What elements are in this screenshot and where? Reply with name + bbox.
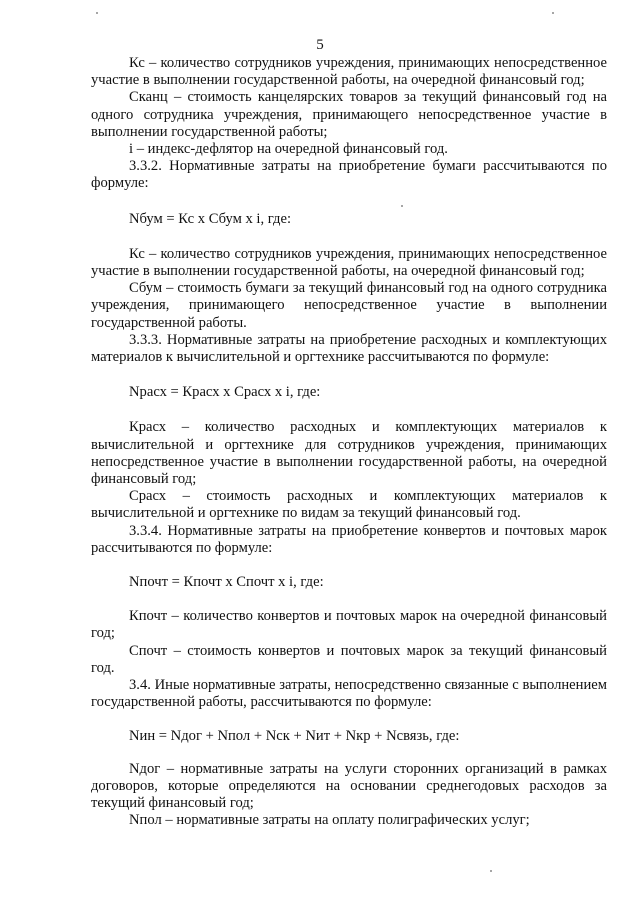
page-number: 5 xyxy=(316,37,324,53)
section-3-3-3-heading: 3.3.3. Нормативные затраты на приобретение расходных и комплектующих материалов к вычислительной и оргтехнике рассчитываются по формуле: xyxy=(91,331,607,366)
definition-npol: Nпол – нормативные затраты на оплату полиграфических услуг; xyxy=(129,812,530,829)
definition-krash: Красх – количество расходных и комплектующих материалов к вычислительной и оргтехнике для сотрудников учреждения, принимающих непосредственное участие в выполнении государственной работы, на очередной финансовый год; xyxy=(91,419,607,488)
section-3-4-heading: 3.4. Иные нормативные затраты, непосредственно связанные с выполнением государственной работы, рассчитываются по формуле: xyxy=(91,677,607,711)
scan-speck xyxy=(96,12,98,14)
formula-consumables: Nрасх = Красх х Срасх х i, где: xyxy=(129,384,321,401)
definition-ndog: Nдог – нормативные затраты на услуги сторонних организаций в рамках договоров, которые определяются на основании среднегодовых расходов за текущий финансовый год; xyxy=(91,760,607,812)
definition-deflator-index: i – индекс-дефлятор на очередной финансовый год. xyxy=(129,141,448,158)
scan-speck xyxy=(552,12,554,14)
definition-skanc: Сканц – стоимость канцелярских товаров за текущий финансовый год на одного сотрудника учреждения, принимающего непосредственное участие в выполнении государственной работы; xyxy=(91,89,607,140)
definition-sbum: Сбум – стоимость бумаги за текущий финансовый год на одного сотрудника учреждения, принимающего непосредственное участие в выполнении государственной работы. xyxy=(91,280,607,331)
scan-speck xyxy=(401,205,403,207)
definition-kc-paper: Кс – количество сотрудников учреждения, принимающих непосредственное участие в выполнении государственной работы, на очередной финансовый год; xyxy=(91,245,607,280)
definition-spocht: Спочт – стоимость конвертов и почтовых марок за текущий финансовый год. xyxy=(91,642,607,676)
definition-kpocht: Кпочт – количество конвертов и почтовых марок на очередной финансовый год; xyxy=(91,608,607,642)
formula-paper: Nбум = Кс х Сбум х i, где: xyxy=(129,210,291,227)
formula-other-costs: Nин = Nдог + Nпол + Nск + Nит + Nкр + Nсвязь, где: xyxy=(129,727,460,744)
formula-postal: Nпочт = Кпочт х Спочт х i, где: xyxy=(129,574,324,591)
section-3-3-2-heading: 3.3.2. Нормативные затраты на приобретение бумаги рассчитываются по формуле: xyxy=(91,158,607,192)
section-3-3-4-heading: 3.3.4. Нормативные затраты на приобретение конвертов и почтовых марок рассчитываются по формуле: xyxy=(91,522,607,556)
definition-srash: Срасх – стоимость расходных и комплектующих материалов к вычислительной и оргтехнике по видам за текущий финансовый год. xyxy=(91,488,607,522)
document-body xyxy=(91,55,607,830)
definition-kc: Кс – количество сотрудников учреждения, принимающих непосредственное участие в выполнении государственной работы, на очередной финансовый год; xyxy=(91,55,607,89)
scan-speck xyxy=(490,870,492,872)
